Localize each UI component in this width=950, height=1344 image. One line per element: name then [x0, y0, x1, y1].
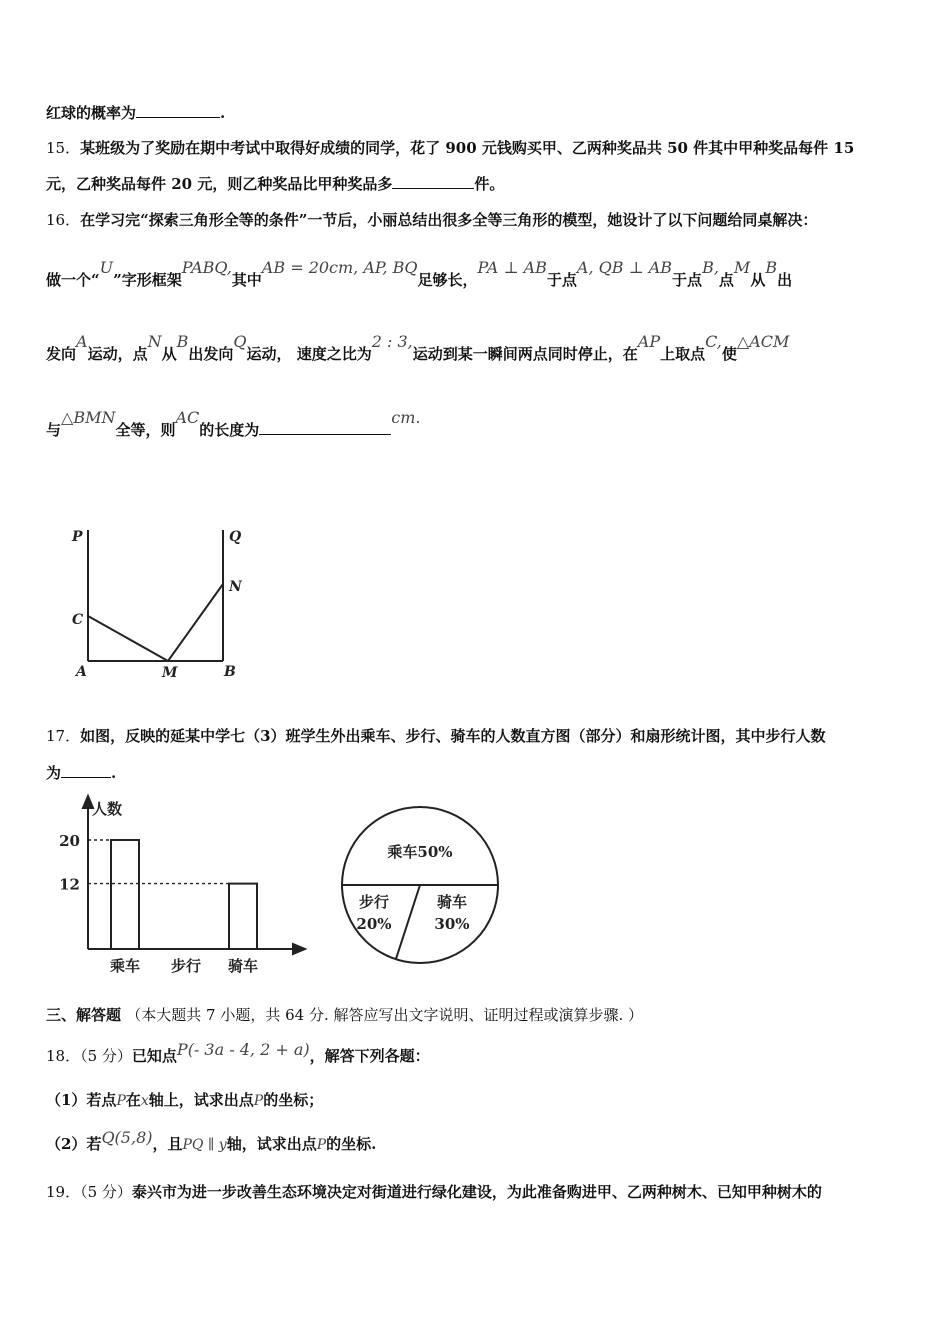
- q16-l2-t8: 出: [777, 271, 793, 289]
- fig-label-m: M: [162, 665, 178, 681]
- q18-p2-t0: （2）若: [46, 1135, 102, 1153]
- q17-line1: [46, 726, 826, 746]
- q15-number: 15．: [46, 139, 81, 157]
- bar-ytick-12: 12: [59, 875, 80, 894]
- q16-l4-t0: 与: [46, 421, 62, 439]
- q18-part1: [46, 1090, 323, 1111]
- section3-note: （本大题共 7 小题，共 64 分. 解答应写出文字说明、证明过程或演算步骤. ）: [126, 1006, 644, 1024]
- fig-label-c: C: [72, 612, 84, 628]
- pie-slice-percent-2: 20%: [356, 915, 392, 933]
- q16-l3-t4: 运动， 速度之比为: [246, 345, 372, 363]
- q16-l3-m3: Q: [233, 332, 247, 351]
- q16-l3-m5: AP: [637, 332, 661, 351]
- pie-slice-percent-3: 30%: [434, 915, 470, 933]
- q16-l3-t2: 从: [161, 345, 177, 363]
- q16-l3-m2: B: [176, 332, 189, 351]
- q18-number: 18．: [46, 1047, 81, 1065]
- q18-p2-m2: P: [316, 1137, 327, 1153]
- pie-slice-label-1: 乘车50%: [387, 843, 453, 861]
- q16-l3-t3: 出发向: [188, 345, 234, 363]
- fig-label-a: A: [76, 664, 87, 680]
- q18-text-b: ，解答下列各题：: [309, 1047, 430, 1065]
- q15-text1: 某班级为了奖励在期中考试中取得好成绩的同学，花了 900 元钱购买甲、乙两种奖品共 50 件其中甲种奖品每件 15: [80, 139, 855, 157]
- q16-l3-t0: 发向: [46, 345, 77, 363]
- q18-point-p: P(- 3a - 4, 2 + a): [176, 1040, 310, 1059]
- q16-l2-m7: B: [765, 258, 778, 277]
- q16-line4: [46, 408, 421, 440]
- q16-l3-m4: 2 : 3,: [371, 332, 413, 351]
- q14-line: [46, 103, 225, 123]
- q16-l2-t4: 于点: [546, 271, 577, 289]
- pie-slice-label-3: 骑车: [436, 893, 468, 911]
- q16-l2-t3: 足够长，: [417, 271, 478, 289]
- q16-l2-m1: PABQ,: [181, 258, 232, 277]
- q18-p1-t0: （1）若点: [46, 1091, 117, 1109]
- q18-p1-m1: x: [140, 1093, 149, 1109]
- q18-p1-t2: 轴上，试求出点: [148, 1091, 254, 1109]
- q16-l2-m0: U: [99, 258, 114, 277]
- q16-l2-m6: M: [733, 258, 751, 277]
- q15-line2: [46, 174, 504, 194]
- q16-l2-m3: PA ⊥ AB: [477, 258, 547, 277]
- q19-line1: [46, 1182, 822, 1202]
- q17-line2: [46, 763, 116, 783]
- q15-blank: [392, 174, 474, 189]
- q19-number: 19．: [46, 1183, 81, 1201]
- fig-label-q: Q: [229, 529, 242, 545]
- q16-line3: [46, 332, 790, 364]
- pie-divider-3: [396, 885, 420, 959]
- bar-category-label-2: 步行: [170, 957, 202, 975]
- q16-l3-m7: △ACM: [736, 332, 790, 351]
- q14-tail: .: [220, 104, 226, 122]
- q16-l3-m6: C,: [705, 332, 722, 351]
- q16-l4-t2: 的长度为: [199, 421, 260, 439]
- q16-l3-t7: 使: [721, 345, 737, 363]
- q18-p2-t3: 的坐标.: [326, 1135, 377, 1153]
- q16-l2-t0: 做一个“: [46, 271, 100, 289]
- bar-1: [111, 840, 139, 949]
- q18-p1-t3: 的坐标；: [263, 1091, 324, 1109]
- q14-blank: [136, 103, 220, 118]
- q16-l3-t5: 运动到某一瞬间两点同时停止，在: [412, 345, 638, 363]
- q18-p1-m0: P: [116, 1093, 126, 1109]
- q19-text: 泰兴市为进一步改善生态环境决定对街道进行绿化建设，为此准备购进甲、乙两种树木、已知甲种树木的: [131, 1183, 822, 1201]
- q16-l2-m4: A, QB ⊥ AB: [576, 258, 673, 277]
- fig-label-n: N: [229, 579, 242, 595]
- q16-l4-t1: 全等，则: [115, 421, 176, 439]
- q17-tail: .: [111, 764, 117, 782]
- bar-ylabel: 人数: [92, 800, 123, 818]
- bar-x-axis-arrow: [293, 944, 305, 954]
- q15-line1: [46, 138, 854, 158]
- q16-l3-t6: 上取点: [660, 345, 706, 363]
- q17-text2: 为: [46, 764, 62, 782]
- q18-p2-m0: Q(5,8): [101, 1128, 153, 1147]
- fig-line-mn: [168, 584, 223, 661]
- q16-l3-m0: A: [76, 332, 88, 351]
- q18-p2-m1: PQ ∥ y: [182, 1137, 227, 1153]
- q14-text: 红球的概率为: [46, 104, 137, 122]
- q18-p1-t1: 在: [125, 1091, 141, 1109]
- fig-label-b: B: [224, 664, 236, 680]
- bar-3: [229, 884, 257, 949]
- q16-line2: [46, 258, 793, 290]
- q17-blank: [61, 763, 111, 778]
- q18-p2-t1: ，且: [152, 1135, 183, 1153]
- section3-heading: [46, 1005, 643, 1025]
- q18-text-a: 已知点: [131, 1047, 177, 1065]
- q16-line1: [46, 210, 817, 230]
- bar-ytick-20: 20: [59, 832, 80, 850]
- q16-l2-t5: 于点: [672, 271, 703, 289]
- q18-part2: [46, 1128, 377, 1155]
- q16-blank: [259, 420, 391, 435]
- q17-number: 17．: [46, 727, 81, 745]
- q16-l2-m5: B,: [702, 258, 719, 277]
- q16-l2-t6: 点: [718, 271, 734, 289]
- pie-slice-label-2: 步行: [358, 893, 390, 911]
- q15-text2: 元，乙种奖品每件 20 元，则乙种奖品比甲种奖品多: [46, 175, 393, 193]
- q16-l4-m0: △BMN: [61, 408, 116, 427]
- q18-score: （5 分）: [80, 1047, 132, 1065]
- q17-pie-chart: [335, 800, 510, 975]
- section3-title: 三、解答题: [46, 1006, 122, 1024]
- q16-l3-t1: 运动，点: [87, 345, 148, 363]
- q18-line1: [46, 1040, 430, 1066]
- q18-p2-t2: 轴，试求出点: [226, 1135, 317, 1153]
- fig-line-cm: [88, 616, 168, 661]
- q19-score: （5 分）: [80, 1183, 132, 1201]
- q16-l4-m2: cm.: [391, 408, 421, 427]
- q16-l3-m1: N: [147, 332, 162, 351]
- bar-category-label-3: 骑车: [227, 957, 259, 975]
- bar-category-label-1: 乘车: [109, 957, 141, 975]
- q17-bar-chart: [55, 792, 315, 977]
- q17-text1: 如图，反映的延某中学七（3）班学生外出乘车、步行、骑车的人数直方图（部分）和扇形统计图，其中步行人数: [80, 727, 826, 745]
- q16-text1: 在学习完“探索三角形全等的条件”一节后，小丽总结出很多全等三角形的模型，她设计了以下问题给同桌解决：: [80, 211, 818, 229]
- q16-l2-t2: 其中: [231, 271, 262, 289]
- q16-figure: [60, 520, 260, 685]
- fig-label-p: P: [72, 529, 83, 545]
- q16-l2-t1: ”字形框架: [113, 271, 182, 289]
- q15-text3: 件。: [474, 175, 505, 193]
- q16-number: 16．: [46, 211, 81, 229]
- q16-l2-t7: 从: [750, 271, 766, 289]
- q16-l2-m2: AB = 20cm, AP, BQ: [261, 258, 418, 277]
- q18-p1-m2: P: [253, 1093, 264, 1109]
- q16-l4-m1: AC: [175, 408, 200, 427]
